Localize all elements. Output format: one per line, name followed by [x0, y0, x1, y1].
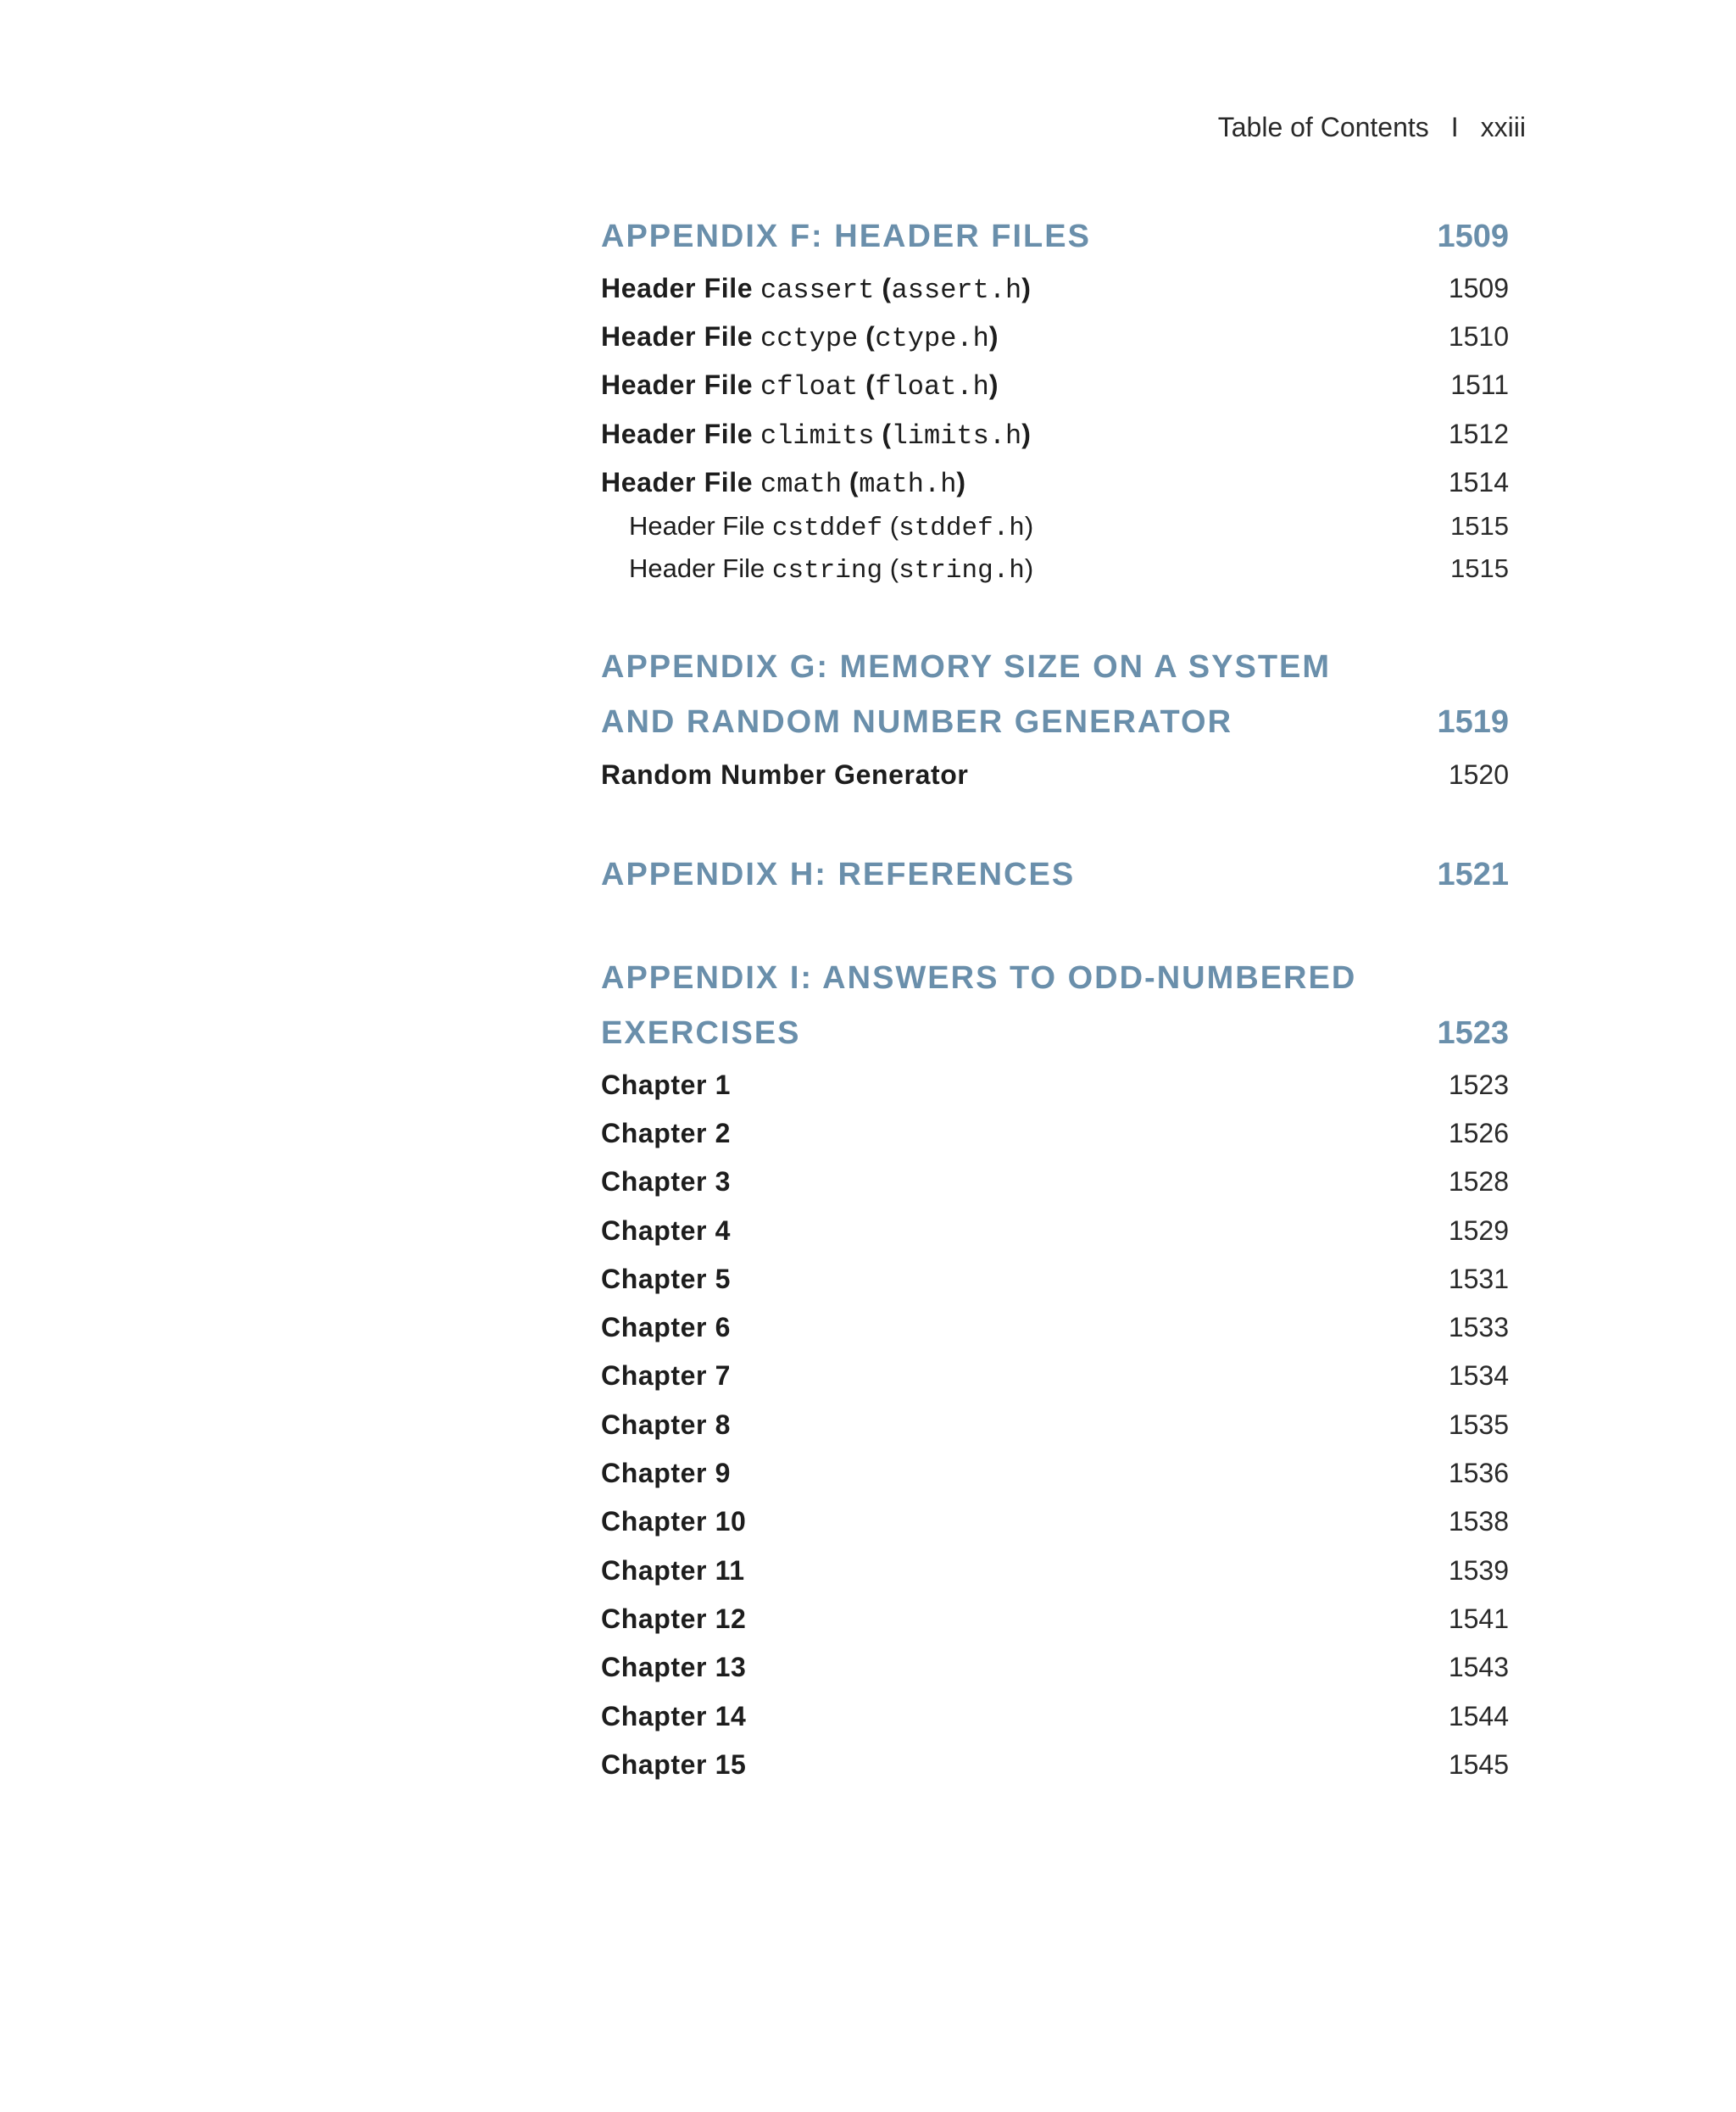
toc-entry-climits[interactable]: Header File climits (limits.h) 1512: [601, 419, 1509, 452]
toc-entry-chapter-13[interactable]: [601, 1652, 1509, 1683]
entry-label: Header File: [601, 467, 754, 497]
toc-entry-chapter-14[interactable]: [601, 1701, 1509, 1732]
entry-page: 1523: [1448, 1070, 1509, 1100]
entry-page: 1545: [1448, 1749, 1509, 1780]
entry-page: 1535: [1448, 1409, 1509, 1440]
toc-entry-chapter-8[interactable]: [601, 1409, 1509, 1441]
entry-code-alt: ctype.h: [875, 323, 989, 354]
entry-label: Chapter 10: [601, 1506, 747, 1537]
running-head-title: Table of Contents: [1217, 112, 1429, 142]
entry-page: 1544: [1448, 1701, 1509, 1731]
toc-entry-chapter-9[interactable]: [601, 1458, 1509, 1489]
toc-entry-chapter-5[interactable]: [601, 1264, 1509, 1295]
appendix-i-title-line1: APPENDIX I: ANSWERS TO ODD-NUMBERED: [601, 960, 1357, 996]
entry-code-alt: assert.h: [891, 275, 1022, 306]
running-head: [1218, 112, 1526, 143]
entry-code-alt: stddef.h: [899, 514, 1025, 543]
entry-page: 1509: [1448, 273, 1509, 303]
entry-page: 1526: [1448, 1118, 1509, 1148]
toc-entry-cfloat[interactable]: Header File cfloat (float.h) 1511: [601, 370, 1509, 403]
appendix-h-page: 1521: [1437, 857, 1509, 892]
entry-label: Chapter 4: [601, 1215, 731, 1246]
entry-page: 1536: [1448, 1458, 1509, 1488]
appendix-i-heading-line2[interactable]: [601, 1015, 1509, 1052]
appendix-g-heading-line2[interactable]: [601, 704, 1509, 741]
entry-page: 1543: [1448, 1652, 1509, 1682]
appendix-i-title-line2: EXERCISES: [601, 1015, 801, 1051]
toc-entry-chapter-3[interactable]: [601, 1166, 1509, 1198]
entry-page: 1538: [1448, 1506, 1509, 1537]
appendix-g-heading-line1[interactable]: [601, 649, 1509, 686]
entry-page: 1515: [1450, 553, 1509, 583]
entry-code: climits: [760, 420, 875, 452]
toc-entry-cstddef[interactable]: Header File cstddef (stddef.h) 1515: [629, 511, 1509, 543]
toc-entry-chapter-15[interactable]: [601, 1749, 1509, 1781]
appendix-f-title: APPENDIX F: HEADER FILES: [601, 219, 1091, 254]
entry-label: Chapter 1: [601, 1070, 731, 1100]
entry-label: Chapter 7: [601, 1360, 731, 1391]
toc-entry-cstring[interactable]: Header File cstring (string.h) 1515: [629, 553, 1509, 586]
toc-entry-chapter-6[interactable]: [601, 1312, 1509, 1343]
toc-entry-cassert[interactable]: Header File cassert (assert.h) 1509: [601, 273, 1509, 306]
toc-entry-chapter-12[interactable]: [601, 1603, 1509, 1635]
entry-code-alt: limits.h: [891, 420, 1022, 452]
entry-label: Chapter 8: [601, 1409, 731, 1440]
entry-page: 1514: [1448, 467, 1509, 497]
entry-label: Chapter 6: [601, 1312, 731, 1342]
entry-page: 1528: [1448, 1166, 1509, 1197]
toc-entry-random-number-generator[interactable]: [601, 759, 1509, 791]
entry-label: Header File: [601, 321, 754, 352]
entry-page: 1529: [1448, 1215, 1509, 1246]
entry-page: 1539: [1448, 1555, 1509, 1586]
appendix-g-page: 1519: [1437, 704, 1509, 740]
toc-entry-chapter-2[interactable]: [601, 1118, 1509, 1149]
entry-page: 1520: [1448, 759, 1509, 790]
running-head-page-number: xxiii: [1480, 112, 1526, 142]
entry-code: cctype: [760, 323, 859, 354]
entry-code-alt: math.h: [859, 469, 957, 500]
entry-code-alt: string.h: [899, 556, 1025, 586]
entry-label: Header File: [629, 553, 765, 583]
entry-label: Chapter 12: [601, 1603, 747, 1634]
entry-label: Chapter 14: [601, 1701, 747, 1731]
entry-label: Chapter 11: [601, 1555, 745, 1586]
entry-page: 1510: [1448, 321, 1509, 352]
toc-entry-chapter-10[interactable]: [601, 1506, 1509, 1537]
entry-page: 1515: [1450, 511, 1509, 541]
entry-page: 1541: [1448, 1603, 1509, 1634]
entry-label: Header File: [601, 273, 754, 303]
entry-label: Chapter 15: [601, 1749, 747, 1780]
toc-entry-chapter-4[interactable]: [601, 1215, 1509, 1247]
entry-label: Chapter 3: [601, 1166, 731, 1197]
entry-code-alt: float.h: [875, 371, 989, 403]
entry-code: cstddef: [771, 514, 883, 543]
entry-label: Header File: [629, 511, 765, 541]
appendix-g-title-line1: APPENDIX G: MEMORY SIZE ON A SYSTEM: [601, 649, 1332, 685]
appendix-h-heading[interactable]: [601, 857, 1509, 893]
entry-code: cmath: [760, 469, 843, 500]
entry-page: 1511: [1450, 370, 1509, 400]
entry-label: Chapter 5: [601, 1264, 731, 1294]
entry-code: cstring: [771, 556, 883, 586]
entry-page: 1533: [1448, 1312, 1509, 1342]
entry-label: Chapter 9: [601, 1458, 731, 1488]
appendix-i-page: 1523: [1437, 1015, 1509, 1051]
entry-code: cassert: [760, 275, 875, 306]
entry-label: Header File: [601, 370, 754, 400]
entry-code: cfloat: [760, 371, 859, 403]
toc-entry-cctype[interactable]: Header File cctype (ctype.h) 1510: [601, 321, 1509, 354]
appendix-h-title: APPENDIX H: REFERENCES: [601, 857, 1076, 892]
toc-entry-chapter-7[interactable]: [601, 1360, 1509, 1392]
entry-page: 1534: [1448, 1360, 1509, 1391]
toc-entry-chapter-11[interactable]: [601, 1555, 1509, 1587]
entry-page: 1531: [1448, 1264, 1509, 1294]
entry-label: Chapter 13: [601, 1652, 747, 1682]
entry-label: Random Number Generator: [601, 759, 969, 790]
entry-page: 1512: [1448, 419, 1509, 449]
toc-entry-cmath[interactable]: Header File cmath (math.h) 1514: [601, 467, 1509, 500]
running-head-separator: I: [1450, 112, 1459, 142]
appendix-f-page: 1509: [1437, 219, 1509, 254]
appendix-i-heading-line1[interactable]: [601, 960, 1509, 997]
appendix-f-heading[interactable]: [601, 219, 1509, 255]
entry-label: Chapter 2: [601, 1118, 731, 1148]
entry-label: Header File: [601, 419, 754, 449]
appendix-g-title-line2: AND RANDOM NUMBER GENERATOR: [601, 704, 1233, 740]
toc-entry-chapter-1[interactable]: [601, 1070, 1509, 1101]
